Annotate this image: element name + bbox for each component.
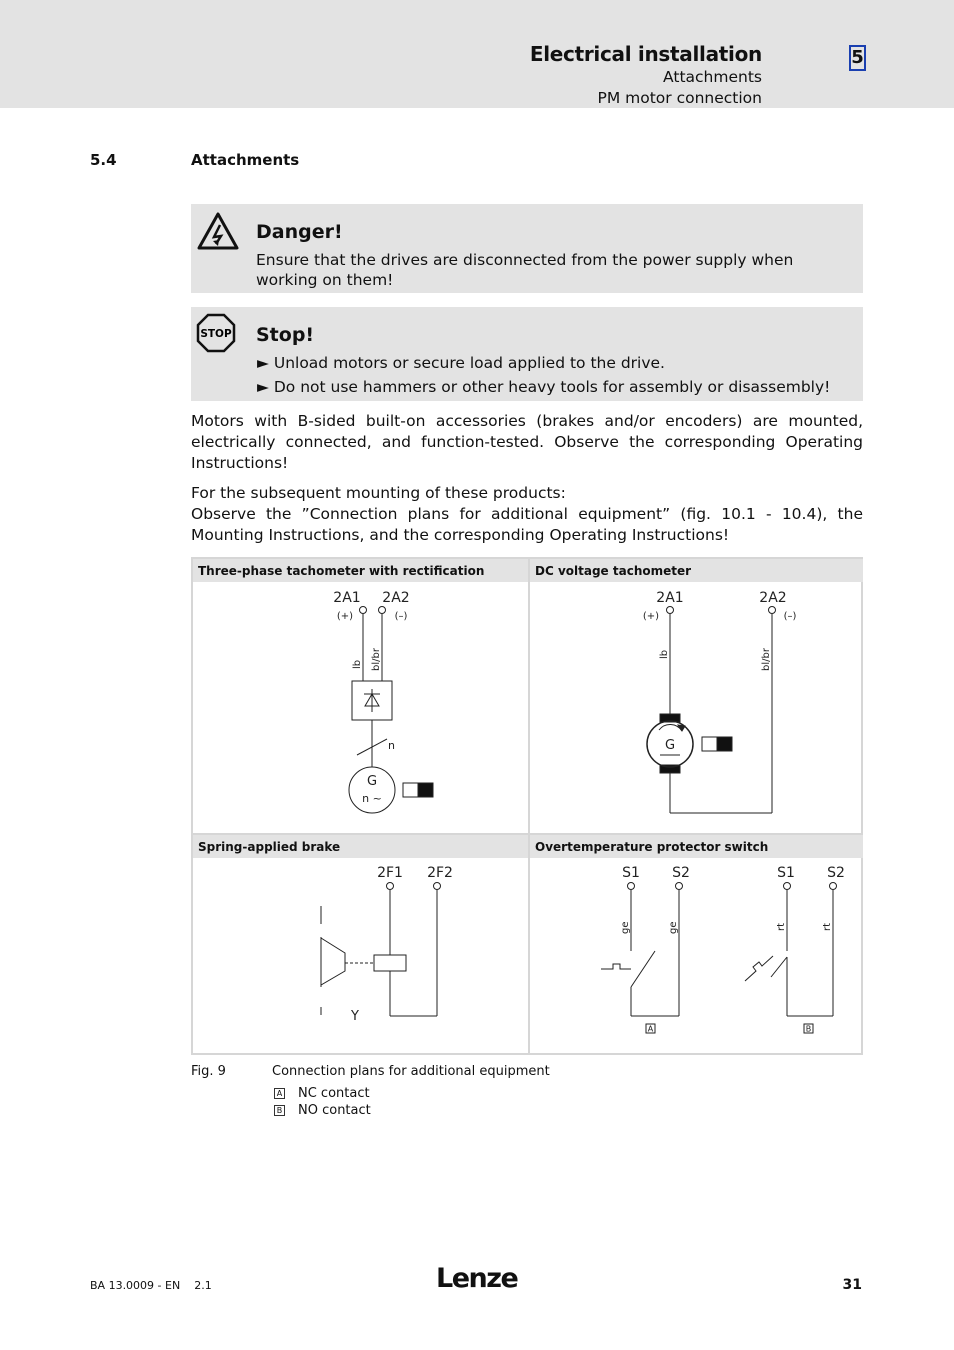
tag-label: B (805, 1024, 812, 1034)
connection-plans-figure (191, 557, 863, 1055)
legend-key: B (274, 1105, 285, 1116)
lenze-logo: Lenze (436, 1263, 518, 1294)
schematics (193, 559, 861, 1053)
terminal-label: S2 (672, 865, 690, 881)
tag-label: A (647, 1024, 654, 1034)
polarity-label: (+) (642, 611, 660, 622)
cell-title-overtemp: Overtemperature protector switch (530, 835, 863, 858)
doc-version: 2.1 (194, 1279, 212, 1292)
section-number: 5.4 (90, 151, 117, 169)
legend-key: A (274, 1088, 285, 1099)
cell-title-three-phase: Three-phase tachometer with rectification (193, 559, 528, 582)
brake-y-label: Y (351, 1009, 359, 1024)
danger-text: Ensure that the drives are disconnected from the power supply when working on them! (256, 251, 794, 289)
wire-label: rt (776, 922, 787, 931)
terminal-label: 2A2 (759, 590, 787, 606)
wire-label: ge (620, 921, 631, 934)
legend-text: NC contact (298, 1086, 370, 1101)
polarity-label: (+) (336, 611, 354, 622)
terminal-label: 2F1 (377, 865, 403, 881)
chapter-subtitle-2: PM motor connection (597, 89, 762, 107)
generator-label: G (366, 774, 378, 789)
n-label: n (388, 739, 395, 752)
terminal-label: S1 (777, 865, 795, 881)
terminal-label: 2F2 (427, 865, 453, 881)
stop-title: Stop! (256, 324, 315, 346)
overtemp-schematic (601, 865, 845, 1034)
polarity-label: (–) (394, 611, 408, 622)
cell-title-brake: Spring-applied brake (193, 835, 528, 858)
terminal-label: S1 (622, 865, 640, 881)
polarity-label: (–) (783, 611, 797, 622)
body-paragraph: Motors with B-sided built-on accessories (brakes and/or encoders) are mounted, electrically connected, and function-tested. Observe the corresponding Operating Instructions! (191, 412, 863, 472)
wire-label: lb (352, 659, 363, 669)
stop-sign-icon (196, 313, 236, 357)
terminal-label: 2A2 (382, 590, 410, 606)
wire-label: bl/br (371, 648, 382, 671)
legend-item (274, 1086, 370, 1101)
section-title: Attachments (191, 151, 300, 169)
wire-label: ge (668, 921, 679, 934)
terminal-label: 2A1 (333, 590, 361, 606)
stop-sign-text: STOP (200, 328, 232, 340)
footer-doc-id (90, 1279, 212, 1292)
three-phase-schematic (333, 590, 433, 813)
header-band (0, 0, 954, 108)
chapter-number-box: 5 (849, 45, 866, 71)
terminal-label: S2 (827, 865, 845, 881)
cell-title-dc-voltage: DC voltage tachometer (530, 559, 863, 582)
stop-note (191, 307, 863, 401)
wire-label: bl/br (761, 648, 772, 671)
doc-number: BA 13.0009 - EN (90, 1279, 181, 1292)
figure-caption: Connection plans for additional equipment (272, 1064, 550, 1079)
wire-label: lb (659, 649, 670, 659)
body-line: For the subsequent mounting of these products: (191, 484, 566, 502)
body-line: Observe the ”Connection plans for additional equipment” (fig. 10.1 - 10.4), the Mounting Instructions, and the corresponding Operating Instructions! (191, 505, 863, 544)
dc-voltage-schematic (643, 590, 797, 813)
body-paragraph (191, 483, 863, 546)
legend-item (274, 1103, 371, 1118)
warning-triangle-icon (196, 210, 240, 258)
wire-label: rt (822, 922, 833, 931)
danger-title: Danger! (256, 221, 343, 243)
legend-text: NO contact (298, 1103, 371, 1118)
terminal-label: 2A1 (656, 590, 684, 606)
danger-note (191, 204, 863, 293)
chapter-title: Electrical installation (529, 42, 762, 66)
brake-schematic (321, 865, 453, 1024)
chapter-subtitle: Attachments (663, 68, 762, 86)
stop-bullet: ► Unload motors or secure load applied to the drive. (257, 354, 665, 372)
figure-label: Fig. 9 (191, 1064, 226, 1079)
generator-sub-label: n ~ (362, 792, 382, 805)
stop-bullet: ► Do not use hammers or other heavy tools for assembly or disassembly! (257, 378, 831, 396)
page-number: 31 (842, 1277, 862, 1293)
generator-label: G (664, 738, 676, 753)
